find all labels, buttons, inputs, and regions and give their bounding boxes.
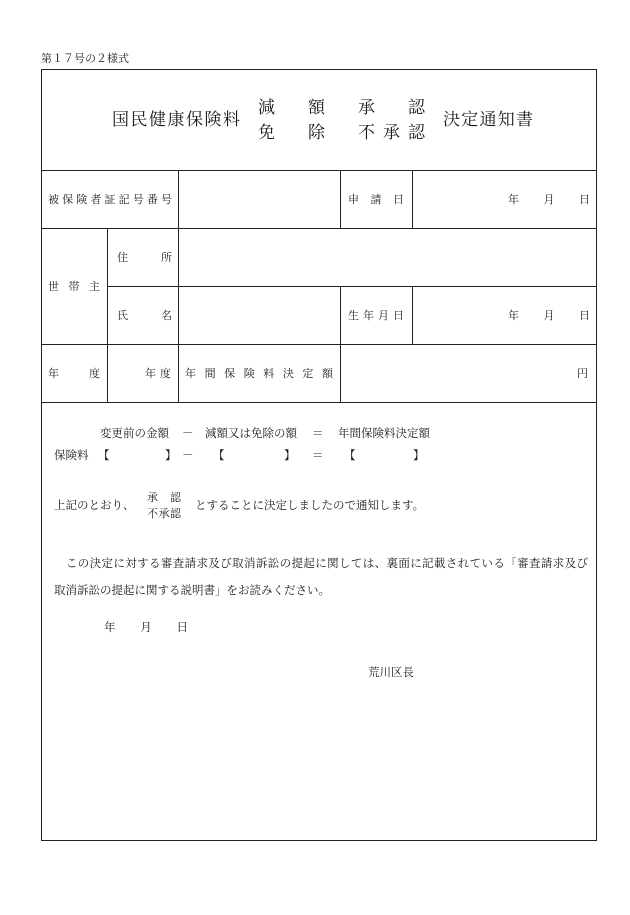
application-date-placeholder: 年 月 日 xyxy=(508,193,590,206)
decision-option-rejected: 不承認 xyxy=(147,507,181,520)
table-rule-v-household xyxy=(107,228,108,402)
decision-option-approved: 承認 xyxy=(147,491,181,504)
table-rule-name-bottom xyxy=(41,344,597,345)
calc-bracket-open-1: 【 xyxy=(98,448,110,462)
table-rule-v-date-name xyxy=(412,286,413,344)
name-label: 氏名 xyxy=(117,309,172,322)
calc-minus-2: － xyxy=(182,448,194,462)
fiscal-year-label: 年度 xyxy=(48,367,100,380)
table-rule-v-date-row1 xyxy=(412,170,413,228)
title-option-approved: 承認 xyxy=(358,98,425,118)
table-rule-row1-bottom xyxy=(41,228,597,229)
table-rule-v-mid-row1 xyxy=(340,170,341,228)
birth-date-placeholder: 年 月 日 xyxy=(508,309,590,322)
address-label: 住所 xyxy=(117,251,172,264)
calc-equals-2: ＝ xyxy=(312,448,324,462)
title-suffix: 決定通知書 xyxy=(443,110,533,130)
birth-date-label: 生年月日 xyxy=(348,309,404,322)
issuer-name: 荒川区長 xyxy=(368,665,414,679)
table-rule-title-bottom xyxy=(41,170,597,171)
decision-suffix: とすることに決定しましたので通知します。 xyxy=(195,498,425,512)
calc-term-reduction: 減額又は免除の額 xyxy=(205,426,297,440)
calc-equals-1: ＝ xyxy=(312,426,324,440)
fiscal-year-suffix: 年度 xyxy=(145,367,171,380)
table-rule-v-mid-lower xyxy=(340,286,341,402)
insured-card-number-label: 被保険者証記号番号 xyxy=(48,193,172,206)
table-rule-address-bottom xyxy=(107,286,597,287)
household-head-label: 世帯主 xyxy=(48,280,100,293)
application-date-label: 申請日 xyxy=(348,193,404,206)
calc-bracket-open-3: 【 xyxy=(344,448,356,462)
calc-bracket-open-2: 【 xyxy=(213,448,225,462)
issue-date: 年 月 日 xyxy=(104,620,188,634)
calc-row-label: 保険料 xyxy=(54,448,89,462)
title-option-reduction: 減額 xyxy=(258,98,325,118)
title-prefix: 国民健康保険料 xyxy=(112,110,240,130)
annual-premium-label: 年間保険料決定額 xyxy=(185,367,333,380)
calc-bracket-close-1: 】 xyxy=(165,448,177,462)
decision-prefix: 上記のとおり、 xyxy=(54,498,135,512)
title-option-exemption: 免除 xyxy=(258,123,325,143)
calc-minus-1: － xyxy=(182,426,194,440)
form-number: 第１７号の２様式 xyxy=(41,52,129,65)
notice-line-2: 取消訴訟の提起に関する説明書」をお読みください。 xyxy=(54,583,330,597)
notice-line-1: この決定に対する審査請求及び取消訴訟の提起に関しては、裏面に記載されている「審査請求及び xyxy=(54,556,588,570)
calc-term-before: 変更前の金額 xyxy=(100,426,169,440)
calc-bracket-close-3: 】 xyxy=(413,448,425,462)
table-rule-year-bottom xyxy=(41,402,597,403)
yen-unit: 円 xyxy=(577,367,588,380)
calc-term-result: 年間保険料決定額 xyxy=(338,426,430,440)
calc-bracket-close-2: 】 xyxy=(284,448,296,462)
title-option-rejected: 不承認 xyxy=(358,123,425,143)
table-rule-v-label-col xyxy=(178,170,179,402)
